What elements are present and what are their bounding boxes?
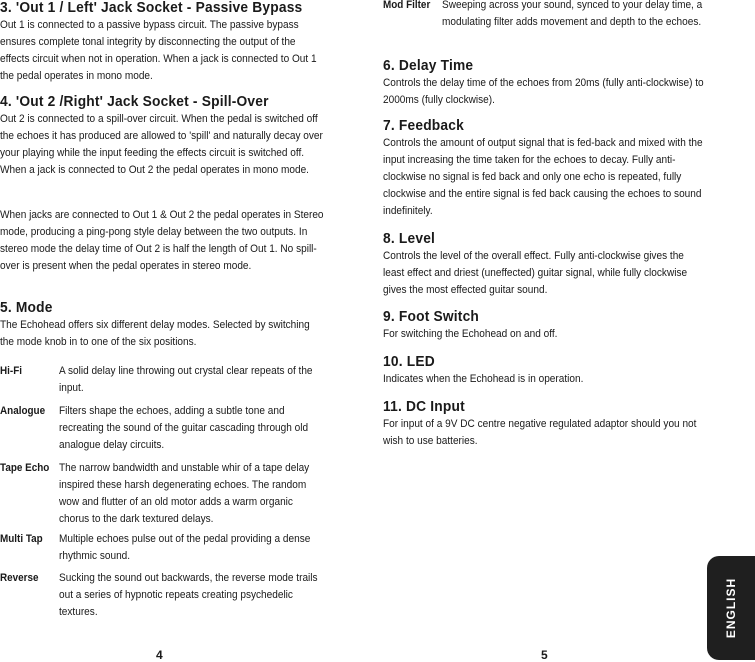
section-stereo-note xyxy=(0,207,326,275)
page-number-left: 4 xyxy=(156,648,163,662)
section-body: The Echohead offers six different delay modes. Selected by switching the mode knob in to one of the six positions. xyxy=(0,319,310,348)
section-title: 11. DC Input xyxy=(383,399,465,415)
section-body: Indicates when the Echohead is in operation. xyxy=(383,373,584,385)
mode-term: Tape Echo xyxy=(0,462,50,474)
section-dc-input xyxy=(383,399,705,450)
mode-term: Multi Tap xyxy=(0,533,43,545)
section-title: 9. Foot Switch xyxy=(383,309,480,325)
section-body: For switching the Echohead on and off. xyxy=(383,328,558,340)
language-tab-label: ENGLISH xyxy=(724,577,738,639)
section-out1-jack xyxy=(0,0,326,85)
section-title: 7. Feedback xyxy=(383,118,464,134)
section-body: Out 2 is connected to a spill-over circuit. When the pedal is switched off the echoes it has produced are allowed to 'spill' and naturally decay over your playing while the input feeding the effects circuit is switched off. When a jack is connected to Out 2 the pedal operates in mono mode. xyxy=(0,113,323,176)
section-level xyxy=(383,231,705,299)
mode-item-mod-filter xyxy=(383,0,705,31)
mode-item-reverse xyxy=(0,570,326,621)
section-body: For input of a 9V DC centre negative regulated adaptor should you not wish to use batteries. xyxy=(383,418,697,447)
section-led xyxy=(383,354,705,388)
section-body: When jacks are connected to Out 1 & Out 2 the pedal operates in Stereo mode, producing a ping-pong style delay between the two outputs. In stereo mode the delay time of Out 2 is half the length of Out 1. No spill-over is present when the pedal operates in stereo mode. xyxy=(0,209,324,272)
mode-term: Mod Filter xyxy=(383,0,431,11)
section-title: 3. 'Out 1 / Left' Jack Socket - Passive Bypass xyxy=(0,0,303,16)
mode-desc: Sucking the sound out backwards, the reverse mode trails out a series of hypnotic repeats creating psychedelic textures. xyxy=(59,572,318,618)
section-body: Controls the level of the overall effect. Fully anti-clockwise gives the least effect and driest (uneffected) guitar signal, while fully clockwise gives the most effected guitar sound. xyxy=(383,250,688,296)
mode-term: Hi-Fi xyxy=(0,365,23,377)
section-foot-switch xyxy=(383,309,705,343)
mode-term: Reverse xyxy=(0,572,39,584)
language-tab xyxy=(707,556,755,660)
mode-desc: Sweeping across your sound, synced to your delay time, a modulating filter adds movement and depth to the echoes. xyxy=(442,0,703,28)
mode-item-multi-tap xyxy=(0,531,326,565)
section-body: Out 1 is connected to a passive bypass circuit. The passive bypass ensures complete tonal integrity by disconnecting the output of the effects circuit when not in operation. When a jack is connected to Out 1 the pedal operates in mono mode. xyxy=(0,19,317,82)
mode-desc: Filters shape the echoes, adding a subtle tone and recreating the sound of the guitar cascading through old analogue delay circuits. xyxy=(59,405,309,451)
mode-desc: Multiple echoes pulse out of the pedal providing a dense rhythmic sound. xyxy=(59,533,311,562)
section-title: 10. LED xyxy=(383,354,435,370)
mode-desc: A solid delay line throwing out crystal clear repeats of the input. xyxy=(59,365,313,394)
section-title: 6. Delay Time xyxy=(383,58,474,74)
mode-term: Analogue xyxy=(0,405,46,417)
page-number-right: 5 xyxy=(541,648,548,662)
section-title: 5. Mode xyxy=(0,300,53,316)
section-feedback xyxy=(383,118,705,220)
section-body: Controls the amount of output signal that is fed-back and mixed with the input increasing the time taken for the echoes to decay. Fully anti-clockwise no signal is fed back and only one echo is repeated, fully clockwise and the entire signal is fed back causing the echoes to sound indefinitely. xyxy=(383,137,703,217)
mode-item-analogue xyxy=(0,403,326,454)
mode-item-tape-echo xyxy=(0,460,326,528)
section-mode xyxy=(0,300,326,351)
section-out2-jack xyxy=(0,94,326,179)
mode-desc: The narrow bandwidth and unstable whir of a tape delay inspired these harsh degenerating echoes. The random wow and flutter of an old motor adds a warm organic chorus to the dark textured delays. xyxy=(59,462,310,525)
section-body: Controls the delay time of the echoes from 20ms (fully anti-clockwise) to 2000ms (fully clockwise). xyxy=(383,77,704,106)
section-delay-time xyxy=(383,58,705,109)
mode-item-hifi xyxy=(0,363,326,397)
section-title: 8. Level xyxy=(383,231,436,247)
section-title: 4. 'Out 2 /Right' Jack Socket - Spill-Over xyxy=(0,94,269,110)
